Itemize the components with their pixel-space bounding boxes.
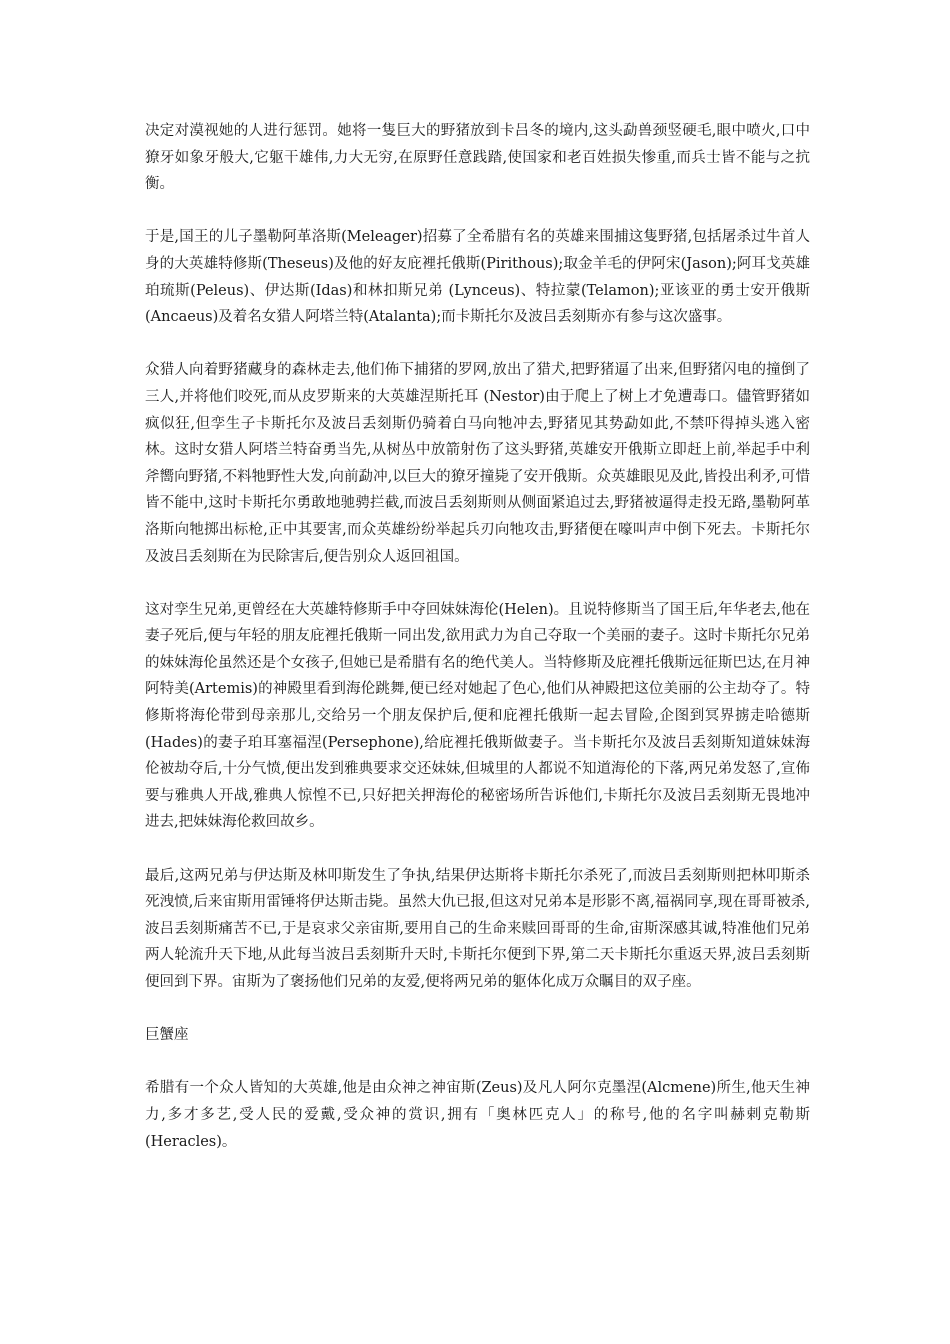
paragraph-boar-punishment: 决定对漠视她的人进行惩罚。她将一隻巨大的野猪放到卡吕冬的境内,这头勐兽颈竖硬毛,眼中喷火,口中獠牙如象牙般大,它躯干雄伟,力大无穷,在原野任意践踏,使国家和老百姓损失惨重,而兵士皆不能与之抗衡。 — [145, 123, 810, 193]
section-heading-cancer: 巨蟹座 — [145, 1027, 189, 1044]
paragraph-rescue-helen: 这对孪生兄弟,更曾经在大英雄特修斯手中夺回妹妹海伦(Helen)。且说特修斯当了国王后,年华老去,他在妻子死后,便与年轻的朋友庇裡托俄斯一同出发,欲用武力为自己夺取一个美丽的妻子。这时卡斯托尔兄弟的妹妹海伦虽然还是个女孩子,但她已是希腊有名的绝代美人。当特修斯及庇裡托俄斯远征斯巴达,在月神阿特美(Artemis)的神殿里看到海伦跳舞,便已经对她起了色心,他们从神殿把这位美丽的公主劫夺了。特修斯将海伦带到母亲那儿,交给另一个朋友保护后,便和庇裡托俄斯一起去冒险,企图到冥界掳走哈德斯(Hades)的妻子珀耳塞福涅(Persephone),给庇裡托俄斯做妻子。当卡斯托尔及波吕丢刻斯知道妹妹海伦被劫夺后,十分气愤,便出发到雅典要求交还妹妹,但城里的人都说不知道海伦的下落,两兄弟发怒了,宣佈要与雅典人开战,雅典人惊惶不已,只好把关押海伦的秘密场所告诉他们,卡斯托尔及波吕丢刻斯无畏地冲进去,把妹妹海伦救回故乡。 — [145, 601, 810, 831]
paragraph-hunters-gathered: 于是,国王的儿子墨勒阿革洛斯(Meleager)招募了全希腊有名的英雄来围捕这隻野猪,包括屠杀过牛首人身的大英雄特修斯(Theseus)及他的好友庇裡托俄斯(Pirithous);取金羊毛的伊阿宋(Jason);阿耳戈英雄珀琉斯(Peleus)、伊达斯(Idas)和林扣斯兄弟 (Lynceus)、特拉蒙(Telamon);亚该亚的勇士安开俄斯(Ancaeus)及着名女猎人阿塔兰特(Atalanta);而卡斯托尔及波吕丢刻斯亦有参与这次盛事。 — [145, 229, 810, 326]
paragraph-boar-hunt: 众猎人向着野猪藏身的森林走去,他们佈下捕猪的罗网,放出了猎犬,把野猪逼了出来,但野猪闪电的撞倒了三人,并将他们咬死,而从皮罗斯来的大英雄涅斯托耳 (Nestor)由于爬上了树上才免遭毒口。儘管野猪如疯似狂,但孪生子卡斯托尔及波吕丢刻斯仍骑着白马向牠冲去,野猪见其势勐如此,不禁吓得掉头逃入密林。这时女猎人阿塔兰特奋勇当先,从树丛中放箭射伤了这头野猪,英雄安开俄斯立即赶上前,举起手中利斧嚮向野猪,不料牠野性大发,向前勐冲,以巨大的獠牙撞毙了安开俄斯。众英雄眼见及此,皆投出利矛,可惜皆不能中,这时卡斯托尔勇敢地驰骋拦截,而波吕丢刻斯则从侧面紧追过去,野猪被逼得走投无路,墨勒阿革洛斯向牠掷出标枪,正中其要害,而众英雄纷纷举起兵刃向牠攻击,野猪便在嚎叫声中倒下死去。卡斯托尔及波吕丢刻斯在为民除害后,便告别众人返回祖国。 — [145, 362, 810, 565]
paragraph-heracles-intro: 希腊有一个众人皆知的大英雄,他是由众神之神宙斯(Zeus)及凡人阿尔克墨涅(Alcmene)所生,他天生神力,多才多艺,受人民的爱戴,受众神的赏识,拥有「奥林匹克人」的称号,他的名字叫赫剌克勒斯(Heracles)。 — [145, 1080, 810, 1150]
paragraph-gemini-origin: 最后,这两兄弟与伊达斯及林叩斯发生了争执,结果伊达斯将卡斯托尔杀死了,而波吕丢刻斯则把林叩斯杀死洩愤,后来宙斯用雷锤将伊达斯击毙。虽然大仇已报,但这对兄弟本是形影不离,福祸同享,现在哥哥被杀,波吕丢刻斯痛苦不已,于是哀求父亲宙斯,要用自己的生命来赎回哥哥的生命,宙斯深感其诚,特准他们兄弟两人轮流升天下地,从此每当波吕丢刻斯升天时,卡斯托尔便到下界,第二天卡斯托尔重返天界,波吕丢刻斯便回到下界。宙斯为了褒扬他们兄弟的友爱,便将两兄弟的躯体化成万众瞩目的双子座。 — [145, 867, 810, 990]
document-page — [145, 118, 810, 1155]
